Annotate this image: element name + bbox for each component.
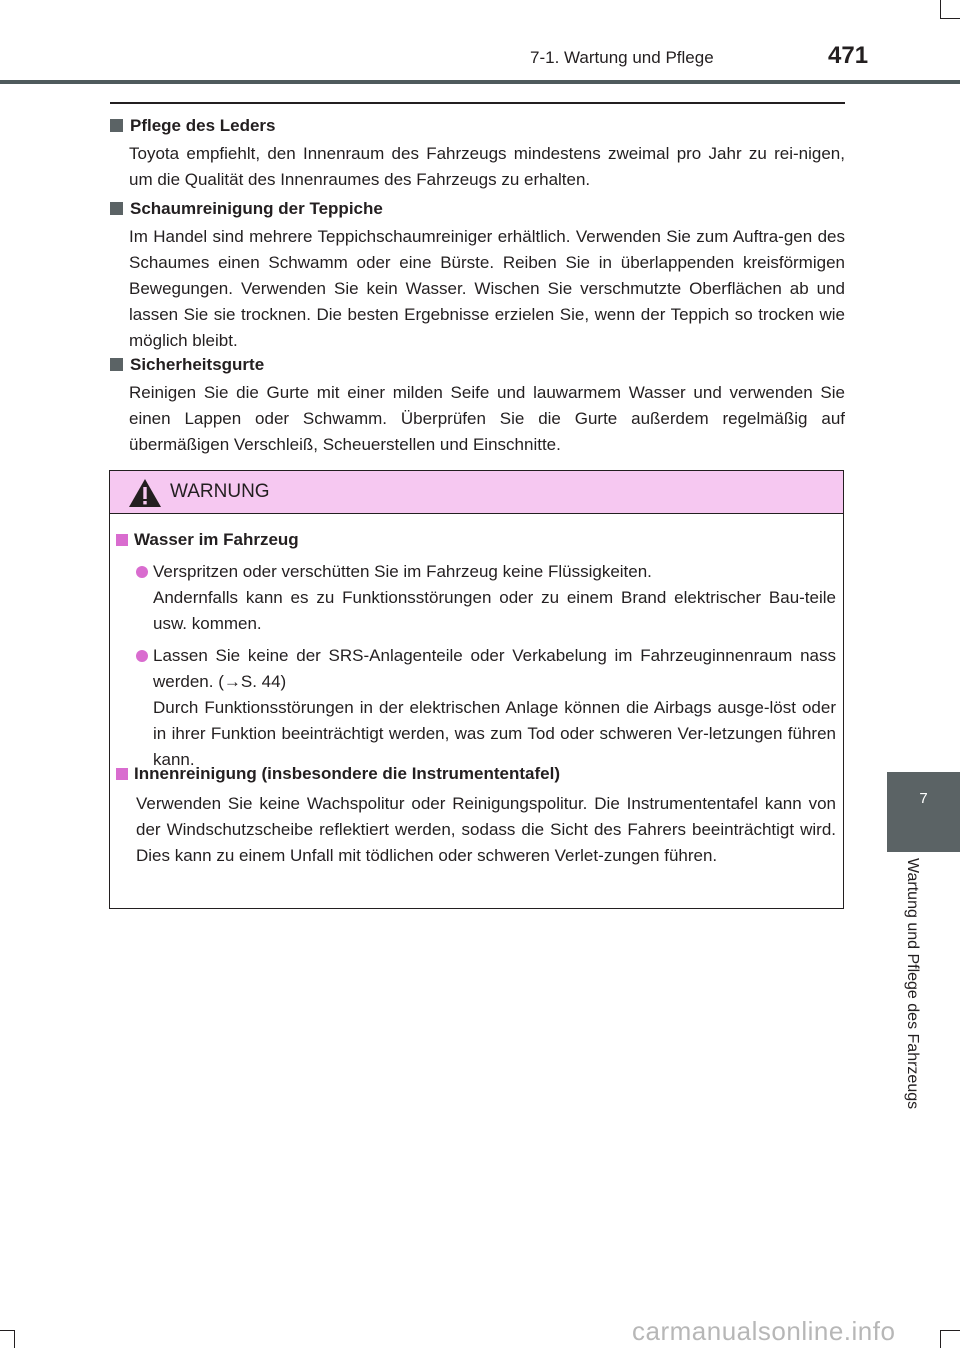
crop-mark [940, 18, 960, 19]
list-item: Lassen Sie keine der SRS-Anlagenteile oder Verkabelung im Fahrzeuginnenraum nass werden. (→S. 44) Durch Funktionsstörungen in der elektrischen Anlage können die Airbags ausge-löst oder in ihrer Funktion beeinträchtigt werden, was zum Tod oder schweren Ver-letzungen führen kann. [136, 643, 836, 773]
square-bullet-icon [110, 119, 123, 132]
warning-item-heading: Wasser im Fahrzeug [116, 527, 836, 553]
section-seatbelts [110, 352, 845, 458]
chapter-title: Wartung und Pflege des Fahrzeugs [904, 858, 921, 1110]
list-item: Verspritzen oder verschütten Sie im Fahrzeug keine Flüssigkeiten. Andernfalls kann es zu Funktionsstörungen oder zu einem Brand elektrischer Bau-teile usw. kommen. [136, 559, 836, 637]
crop-mark [940, 1330, 960, 1331]
warning-box [109, 470, 844, 909]
warning-item-body: Verwenden Sie keine Wachspolitur oder Reinigungspolitur. Die Instrumententafel kann von der Windschutzscheibe reflektiert werden, sodass die Sicht des Fahrers beeinträchtigt wird. Dies kann zu einem Unfall mit tödlichen oder schweren Verlet-zungen führen. [136, 794, 836, 865]
section-carpet [110, 196, 845, 354]
square-bullet-icon [110, 358, 123, 371]
warning-item-interior [116, 761, 836, 869]
square-bullet-icon [110, 202, 123, 215]
warning-title: WARNUNG [170, 481, 270, 502]
header-rule [0, 80, 960, 84]
circle-bullet-icon [136, 566, 148, 578]
crop-mark [940, 0, 941, 18]
crop-mark [14, 1330, 15, 1348]
section-body: Im Handel sind mehrere Teppichschaumreiniger erhältlich. Verwenden Sie zum Auftra-gen des Schaumes einen Schwamm oder eine Bürste. Reiben Sie in überlappenden kreisförmigen Bewegungen. Verwenden Sie kein Wasser. Wischen Sie verschmutzte Oberflächen ab und lassen Sie sie trocknen. Die besten Ergebnisse erzielen Sie, wenn der Teppich so trocken wie möglich bleibt. [129, 227, 845, 350]
section-heading: Pflege des Leders [110, 113, 845, 139]
warning-item-heading: Innenreinigung (insbesondere die Instrumententafel) [116, 761, 836, 787]
section-body: Toyota empfiehlt, den Innenraum des Fahrzeugs mindestens zweimal pro Jahr zu rei-nigen, um die Qualität des Innenraumes des Fahrzeugs zu erhalten. [129, 144, 845, 189]
chapter-number: 7 [919, 790, 928, 807]
watermark: carmanualsonline.info [632, 1316, 896, 1346]
chapter-title-vertical [898, 858, 924, 1148]
section-title: 7-1. Wartung und Pflege [530, 48, 714, 67]
warning-header [110, 471, 843, 514]
square-bullet-icon [116, 768, 128, 780]
section-heading: Sicherheitsgurte [110, 352, 845, 378]
warning-triangle-icon [128, 478, 162, 508]
crop-mark [940, 1330, 941, 1348]
square-bullet-icon [116, 534, 128, 546]
crop-mark [0, 1330, 14, 1331]
section-leather [110, 113, 845, 193]
warning-item-water [116, 527, 836, 773]
chapter-tab [887, 772, 960, 852]
section-heading: Schaumreinigung der Teppiche [110, 196, 845, 222]
page-number: 471 [828, 42, 869, 69]
content-top-rule [110, 102, 845, 104]
circle-bullet-icon [136, 650, 148, 662]
section-body: Reinigen Sie die Gurte mit einer milden Seife und lauwarmem Wasser und verwenden Sie einen Lappen oder Schwamm. Überprüfen Sie die Gurte außerdem regelmäßig auf übermäßigen Verschleiß, Scheuerstellen und Einschnitte. [129, 383, 845, 454]
